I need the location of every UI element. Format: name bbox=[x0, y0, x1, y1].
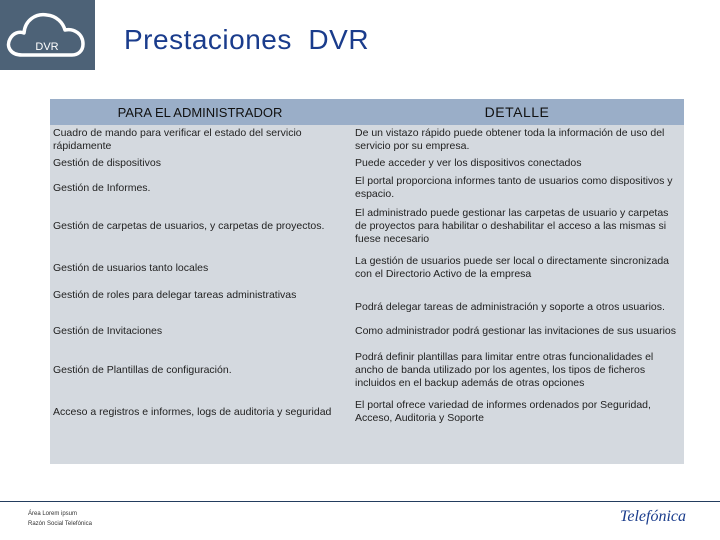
table-row bbox=[50, 125, 684, 154]
table-row bbox=[50, 346, 684, 394]
row-feature: Gestión de dispositivos bbox=[53, 157, 161, 169]
cloud-icon bbox=[0, 0, 95, 70]
row-detail: El portal ofrece variedad de informes ordenados por Seguridad, Acceso, Auditoria y Soporte bbox=[355, 399, 651, 424]
table-row bbox=[50, 394, 684, 430]
row-feature: Gestión de Informes. bbox=[53, 181, 151, 194]
header-admin: PARA EL ADMINISTRADOR bbox=[117, 104, 283, 120]
row-detail: Podrá delegar tareas de administración y soporte a otros usuarios. bbox=[355, 301, 665, 313]
table-row bbox=[50, 173, 684, 203]
row-detail: Podrá definir plantillas para limitar entre otras funcionalidades el ancho de banda utilizado por los agentes, los tipos de ficheros incluidos en el backup además de otras opciones bbox=[355, 350, 654, 389]
dvr-logo bbox=[0, 0, 95, 70]
table-row bbox=[50, 250, 684, 286]
row-feature: Cuadro de mando para verificar el estado del servicio rápidamente bbox=[53, 126, 302, 152]
table-row bbox=[50, 203, 684, 250]
row-feature: Gestión de roles para delegar tareas administrativas bbox=[53, 289, 297, 301]
footer-area: Área Lorem ipsum bbox=[28, 511, 78, 517]
features-table bbox=[50, 99, 684, 464]
row-detail: De un vistazo rápido puede obtener toda la información de uso del servicio por su empresa. bbox=[355, 126, 665, 152]
row-detail: El portal proporciona informes tanto de usuarios como dispositivos y espacio. bbox=[355, 175, 673, 200]
footer-company: Razón Social Telefónica bbox=[28, 521, 92, 527]
table-row bbox=[50, 286, 684, 316]
row-detail: La gestión de usuarios puede ser local o directamente sincronizada con el Directorio Activo de la empresa bbox=[355, 255, 670, 280]
row-feature: Gestión de carpetas de usuarios, y carpetas de proyectos. bbox=[53, 220, 325, 232]
logo-text: DVR bbox=[35, 41, 59, 53]
header-detail: DETALLE bbox=[484, 104, 550, 120]
page-title: Prestaciones DVR bbox=[124, 24, 370, 55]
telefonica-logo: Telefónica bbox=[619, 508, 686, 525]
table-row bbox=[50, 154, 684, 173]
table-row bbox=[50, 316, 684, 346]
row-feature: Acceso a registros e informes, logs de auditoria y seguridad bbox=[53, 405, 332, 418]
row-feature: Gestión de Invitaciones bbox=[53, 324, 163, 337]
table-header bbox=[50, 99, 684, 125]
row-detail: Como administrador podrá gestionar las invitaciones de sus usuarios bbox=[355, 324, 676, 337]
row-feature: Gestión de Plantillas de configuración. bbox=[53, 363, 232, 376]
row-detail: El administrado puede gestionar las carpetas de usuario y carpetas de proyectos para habilitar o deshabilitar el acceso a las mismas si fuese necesario bbox=[355, 207, 669, 245]
footer-divider bbox=[0, 501, 720, 502]
row-feature: Gestión de usuarios tanto locales bbox=[53, 261, 209, 274]
row-detail: Puede acceder y ver los dispositivos conectados bbox=[355, 157, 582, 169]
